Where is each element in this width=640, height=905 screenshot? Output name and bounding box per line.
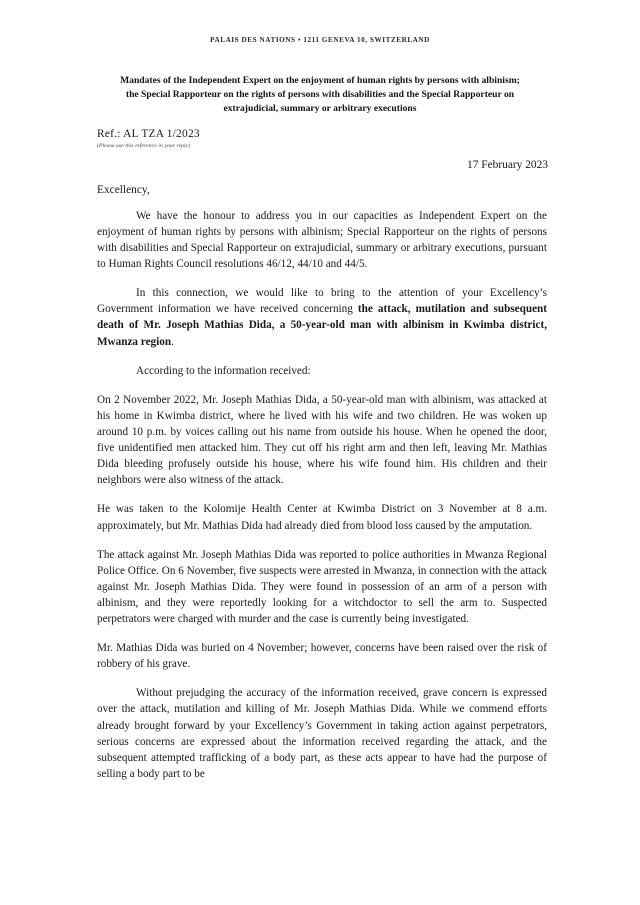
paragraph-health-center: He was taken to the Kolomije Health Center at Kwimba District on 3 November at 8 a.m. approximately, but Mr. Mathias Dida had already died from blood loss caused by the amputation. <box>97 503 547 532</box>
allegation-tail-text: . <box>171 335 174 348</box>
mandates-title-line-1: Mandates of the Independent Expert on the enjoyment of human rights by persons with albinism; <box>120 75 520 86</box>
reference-block <box>97 128 200 150</box>
paragraph-capacities: We have the honour to address you in our capacities as Independent Expert on the enjoyment of human rights by persons with albinism; Special Rapporteur on the rights of persons with disabilities and Special Rapporteur on extrajudicial, summary or arbitrary executions, pursuant to Human Rights Council resolutions 46/12, 44/10 and 44/5. <box>97 210 547 271</box>
mandates-title-block <box>74 74 566 117</box>
paragraph-according-to-information: According to the information received: <box>136 364 311 377</box>
paragraph-burial: Mr. Mathias Dida was buried on 4 November; however, concerns have been raised over the risk of robbery of his grave. <box>97 642 547 671</box>
salutation: Excellency, <box>97 184 150 196</box>
mandates-title-line-2: the Special Rapporteur on the rights of persons with disabilities and the Special Rapporteur on <box>125 89 515 101</box>
letterhead-address: PALAIS DES NATIONS • 1211 GENEVA 10, SWITZERLAND <box>210 36 430 44</box>
reference-note: (Please use this reference in your reply) <box>97 143 191 149</box>
allegation-bold-text: the attack, mutilation and subsequent death of Mr. Joseph Mathias Dida, a 50-year-old man with albinism in Kwimba district, Mwanza region <box>97 303 547 348</box>
letter-body <box>97 208 547 782</box>
paragraph-incident-account: On 2 November 2022, Mr. Joseph Mathias Dida, a 50-year-old man with albinism, was attacked at his home in Kwimba district, where he lived with his wife and two children. He was woken up around 10 p.m. by voices calling out his name from outside his house. When he opened the door, five unidentified men attacked him. They cut off his right arm and then left, leaving Mr. Mathias Dida bleeding profusely outside his house, where his wife found him. His children and their neighbors were also witness of the attack. <box>97 393 547 487</box>
paragraph-grave-concern: Without prejudging the accuracy of the information received, grave concern is expressed over the attack, mutilation and killing of Mr. Joseph Mathias Dida. While we commend efforts already brought forward by your Excellency’s Government in taking action against perpetrators, serious concerns are expressed about the information received regarding the attack, and the subsequent attempted trafficking of a body part, as these acts appear to have had the purpose of selling a body part to be <box>97 687 547 780</box>
allegation-lead-text: In this connection, we would like to bring to the attention of your Excellency’s Government information we have received concerning <box>97 287 547 316</box>
paragraph-allegation-summary <box>97 285 547 349</box>
paragraph-police-report: The attack against Mr. Joseph Mathias Dida was reported to police authorities in Mwanza Regional Police Office. On 6 November, five suspects were arrested in Mwanza, in connection with the attack against Mr. Joseph Mathias Dida. They were found in possession of an arm of a person with albinism, and they were reportedly looking for a witchdoctor to sell the arm to. Suspected perpetrators were charged with murder and the case is currently being investigated. <box>97 548 547 625</box>
reference-number: Ref.: AL TZA 1/2023 <box>97 128 200 140</box>
letter-date: 17 February 2023 <box>467 159 548 171</box>
mandates-title-line-3: extrajudicial, summary or arbitrary executions <box>223 103 417 115</box>
